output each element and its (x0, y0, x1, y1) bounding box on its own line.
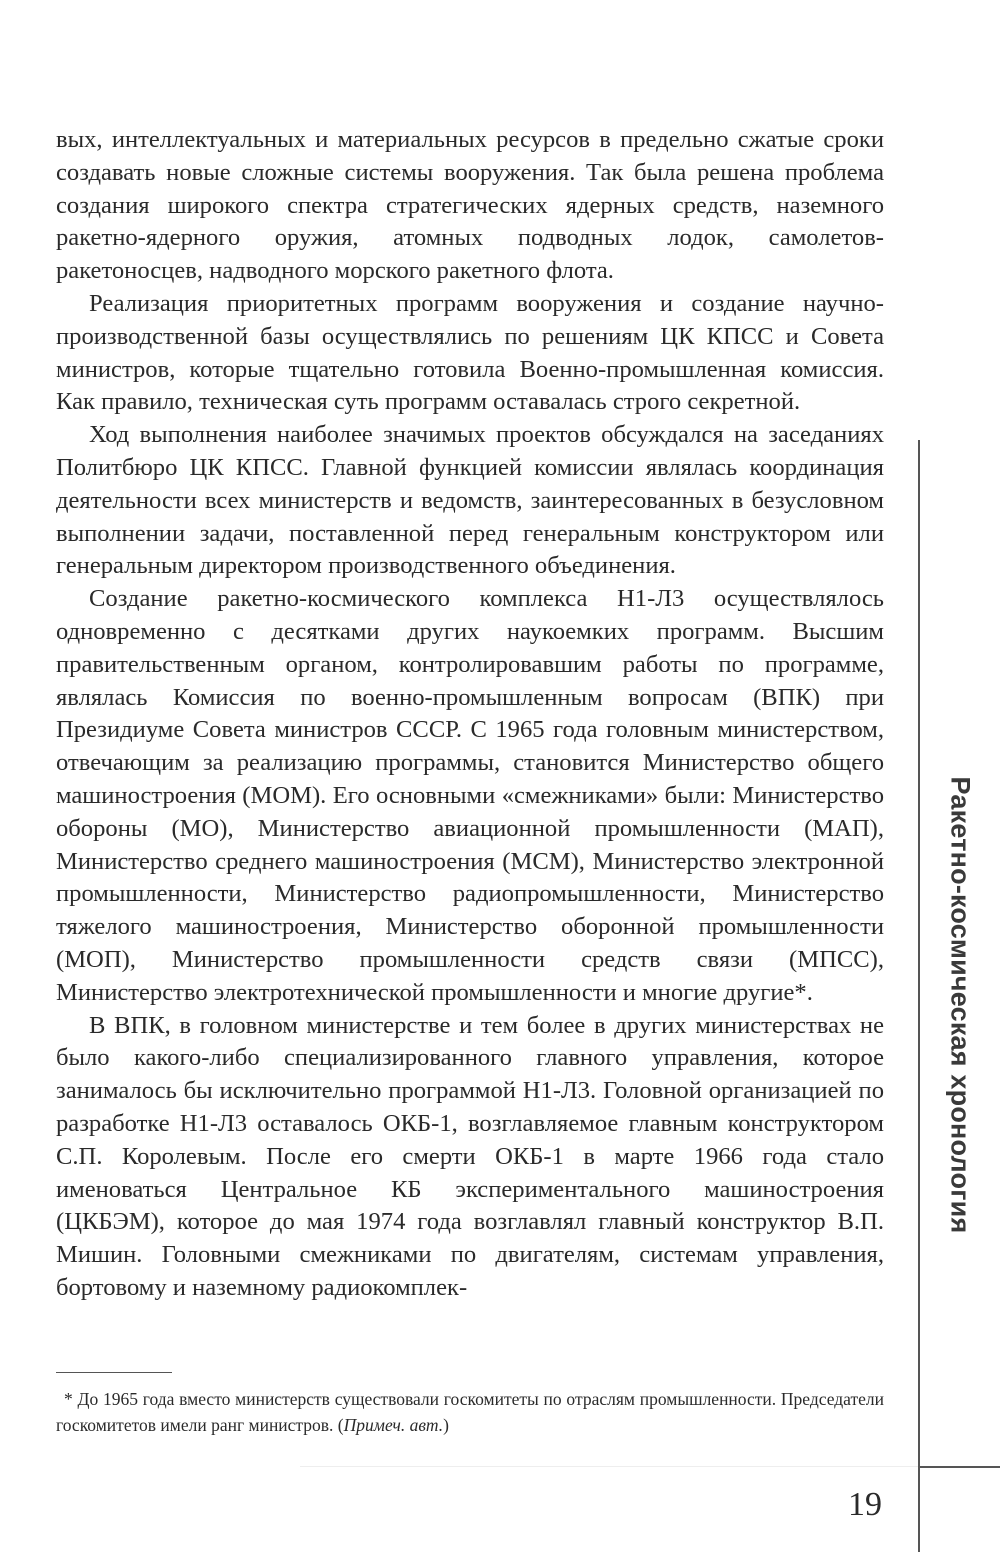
footnote-note: Примеч. авт. (343, 1415, 444, 1435)
page-number: 19 (848, 1486, 882, 1523)
bottom-divider (918, 1466, 1000, 1468)
footnote-close: ) (443, 1415, 449, 1435)
footnote-divider (56, 1372, 172, 1373)
side-section-title: Ракетно-космическая хронология (945, 776, 976, 1234)
faint-divider (300, 1466, 918, 1467)
footnote-text: * До 1965 года вместо министерств существовали госкомитеты по отраслям промышленности. Председатели госкомитетов имели ранг министров. ( (56, 1389, 884, 1435)
paragraph-4: Создание ракетно-космического комплекса Н1-Л3 осуществлялось одновременно с десятками других наукоемких программ. Высшим правительственным органом, контролировавшим работы по программе, являлась Комиссия по военно-промышленным вопросам (ВПК) при Президиуме Совета министров СССР. С 1965 года головным министерством, отвечающим за реализацию программы, становится Министерство общего машиностроения (МОМ). Его основными «смежниками» были: Министерство обороны (МО), Министерство авиационной промышленности (МАП), Министерство среднего машиностроения (МСМ), Министерство электронной промышленности, Министерство радиопромышленности, Министерство тяжелого машиностроения, Министерство оборонной промышленности (МОП), Министерство промышленности средств связи (МПСС), Министерство электротехнической промышленности и многие другие*. (56, 585, 884, 1006)
side-divider (918, 440, 920, 1552)
paragraph-5: В ВПК, в головном министерстве и тем более в других министерствах не было какого-либо специализированного главного управления, которое занималось бы исключительно программой Н1-Л3. Головной организацией по разработке Н1-Л3 оставалось ОКБ-1, возглавляемое главным конструктором С.П. Королевым. После его смерти ОКБ-1 в марте 1966 года стало именоваться Центральное КБ экспериментального машиностроения (ЦКБЭМ), которое до мая 1974 года возглавлял главный конструктор В.П. Мишин. Головными смежниками по двигателям, системам управления, бортовому и наземному радиокомплек- (56, 1011, 884, 1301)
main-text (56, 124, 884, 1305)
footnote (56, 1386, 884, 1438)
paragraph-1: вых, интеллектуальных и материальных ресурсов в предельно сжатые сроки создавать новые сложные системы вооружения. Так была решена проблема создания широкого спектра стратегических ядерных средств, наземного ракетно-ядерного оружия, атомных подводных лодок, самолетов-ракетоносцев, надводного морского ракетного флота. (56, 126, 884, 285)
paragraph-2: Реализация приоритетных программ вооружения и создание научно-производственной базы осуществлялись по решениям ЦК КПСС и Совета министров, которые тщательно готовила Военно-промышленная комиссия. Как правило, техническая суть программ оставалась строго секретной. (56, 289, 884, 416)
paragraph-3: Ход выполнения наиболее значимых проектов обсуждался на заседаниях Политбюро ЦК КПСС. Главной функцией комиссии являлась координация деятельности всех министерств и ведомств, заинтересованных в безусловном выполнении задачи, поставленной перед генеральным конструктором или генеральным директором производственного объединения. (56, 421, 884, 580)
